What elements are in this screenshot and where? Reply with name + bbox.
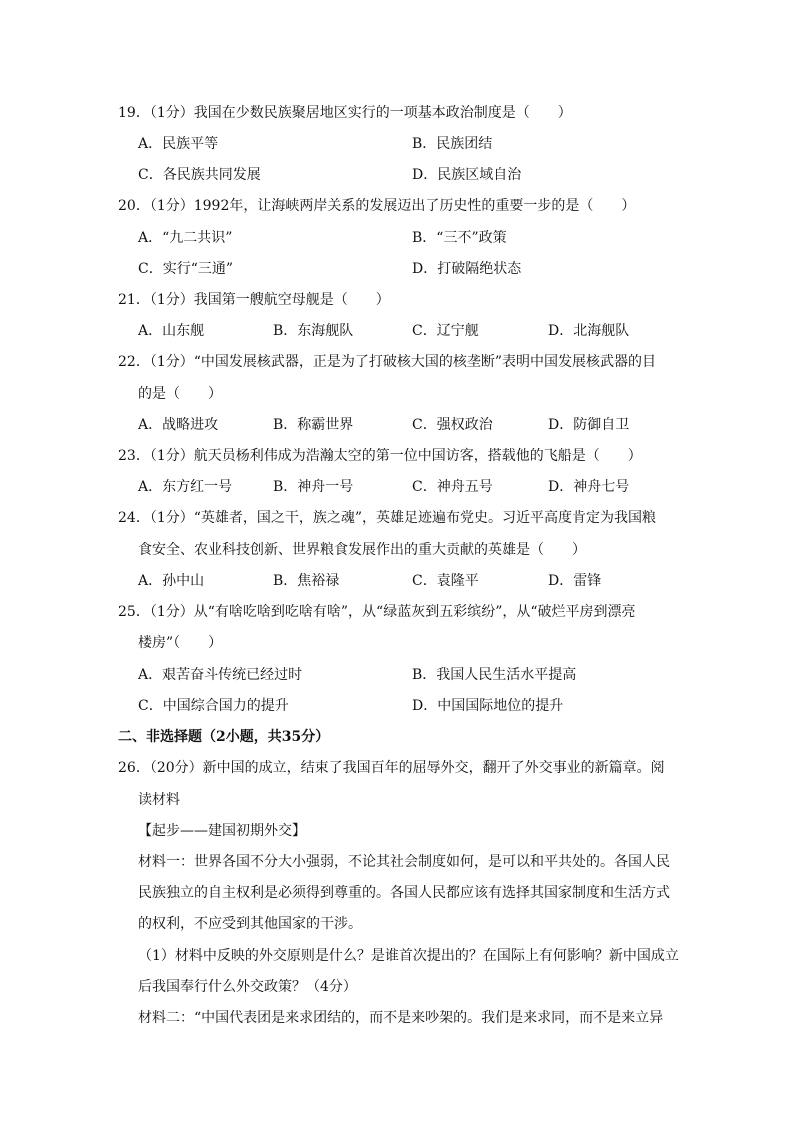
question-23-option-d: D．神舟七号 [548, 479, 630, 495]
material-1-line2: 民族独立的自主权利是必须得到尊重的。各国人民都应该有选择其国家制度和生活方式 [138, 885, 670, 901]
question-19-option-d: D．民族区域自治 [412, 167, 522, 183]
question-25-option-d: D．中国国际地位的提升 [412, 698, 564, 714]
question-25-stem-line2: 楼房”（ ） [138, 635, 223, 651]
question-24-stem-line1: 24．（1分）“英雄者，国之干，族之魂”，英雄足迹遍布党史。习近平高度肯定为我国粮 [118, 510, 657, 526]
question-22-option-a: A．战略进攻 [138, 417, 219, 433]
question-21-option-c: C．辽宁舰 [412, 323, 479, 339]
question-22-option-c: C．强权政治 [412, 417, 493, 433]
question-22-option-d: D．防御自卫 [548, 417, 630, 433]
section-2-heading: 二、非选择题（2小题，共35分） [118, 729, 330, 745]
question-19-stem: 19．（1分）我国在少数民族聚居地区实行的一项基本政治制度是（ ） [118, 105, 572, 121]
question-25-option-a: A．艰苦奋斗传统已经过时 [138, 667, 303, 683]
question-22-stem-line2: 的是（ ） [138, 386, 222, 402]
question-20-option-d: D．打破隔绝状态 [412, 261, 522, 277]
question-26-stem-line1: 26．（20分）新中国的成立，结束了我国百年的屈辱外交，翻开了外交事业的新篇章。阅 [118, 760, 665, 776]
material-1-line1: 材料一：世界各国不分大小强弱，不论其社会制度如何，是可以和平共处的。各国人民 [138, 854, 670, 870]
question-24-option-d: D．雷锋 [548, 573, 602, 589]
question-23-stem: 23．（1分）航天员杨利伟成为浩瀚太空的第一位中国访客，搭载他的飞船是（ ） [118, 448, 642, 464]
question-20-option-a: A．“九二共识” [138, 230, 233, 246]
question-23-option-c: C．神舟五号 [412, 479, 493, 495]
question-24-option-b: B．焦裕禄 [273, 573, 340, 589]
question-26-stem-line2: 读材料 [138, 792, 180, 808]
question-23-option-a: A．东方红一号 [138, 479, 233, 495]
question-24-option-c: C．袁隆平 [412, 573, 479, 589]
material-1-line3: 的权利，不应受到其他国家的干涉。 [138, 916, 362, 932]
question-19-option-c: C．各民族共同发展 [138, 167, 261, 183]
question-25-option-c: C．中国综合国力的提升 [138, 698, 289, 714]
question-25-option-b: B．我国人民生活水平提高 [412, 667, 577, 683]
question-20-stem: 20．（1分）1992年，让海峡两岸关系的发展迈出了历史性的重要一步的是（ ） [118, 198, 636, 214]
question-20-option-b: B．“三不”政策 [412, 230, 507, 246]
question-26-subtitle: 【起步——建国初期外交】 [138, 823, 306, 839]
question-24-stem-line2: 食安全、农业科技创新、世界粮食发展作出的重大贡献的英雄是（ ） [138, 542, 586, 558]
question-26-part1-line2: 后我国奉行什么外交政策？（4分） [138, 979, 357, 995]
question-19-option-b: B．民族团结 [412, 136, 493, 152]
question-21-stem: 21．（1分）我国第一艘航空母舰是（ ） [118, 292, 390, 308]
question-23-option-b: B．神舟一号 [273, 479, 354, 495]
question-21-option-a: A．山东舰 [138, 323, 205, 339]
question-21-option-b: B．东海舰队 [273, 323, 354, 339]
question-22-option-b: B．称霸世界 [273, 417, 354, 433]
material-2-line1: 材料二：“中国代表团是来求团结的，而不是来吵架的。我们是来求同，而不是来立异 [138, 1010, 664, 1026]
question-19-option-a: A．民族平等 [138, 136, 219, 152]
question-26-part1-line1: （1）材料中反映的外交原则是什么？是谁首次提出的？在国际上有何影响？新中国成立 [138, 948, 679, 964]
question-21-option-d: D．北海舰队 [548, 323, 630, 339]
question-24-option-a: A．孙中山 [138, 573, 205, 589]
question-22-stem-line1: 22．（1分）“中国发展核武器，正是为了打破核大国的核垄断”表明中国发展核武器的目 [118, 354, 657, 370]
question-25-stem-line1: 25．（1分）从“有啥吃啥到吃啥有啥”，从“绿蓝灰到五彩缤纷”，从“破烂平房到漂亮 [118, 604, 636, 620]
question-20-option-c: C．实行“三通” [138, 261, 234, 277]
